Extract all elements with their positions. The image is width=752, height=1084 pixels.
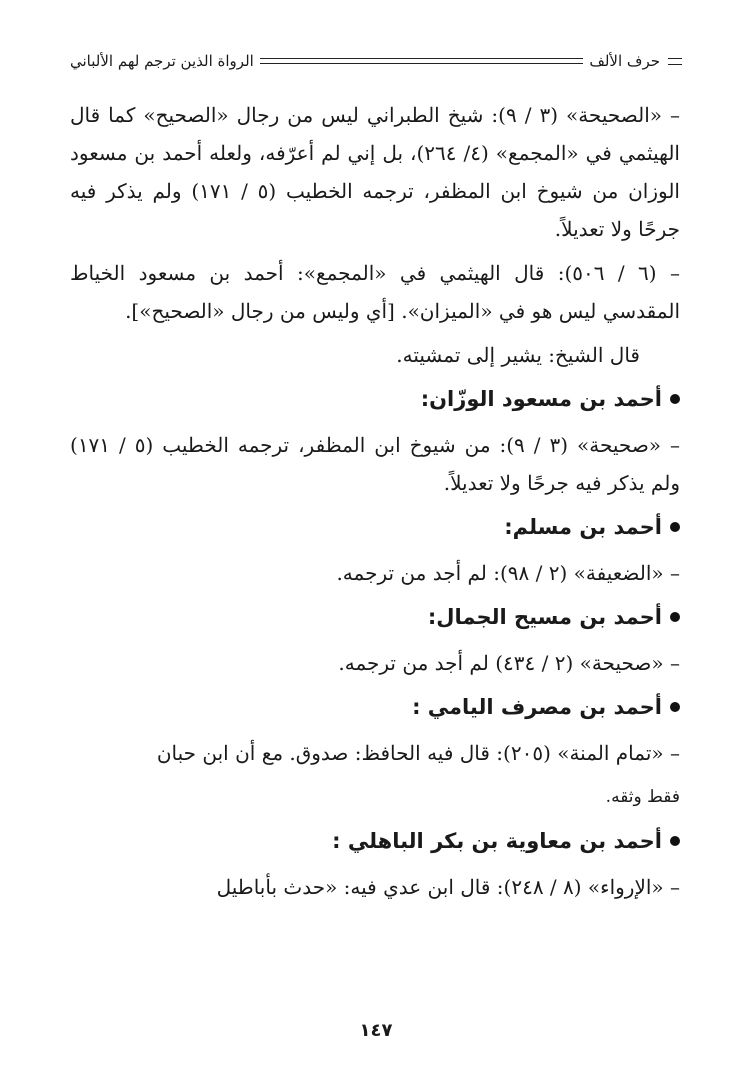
entry-text: – «صحيحة» (٢ / ٤٣٤) لم أجد من ترجمه. — [338, 651, 680, 675]
paragraph: – «الصحيحة» (٣ / ٩): شيخ الطبراني ليس من رجال «الصحيح» كما قال الهيثمي في «المجمع» (٤/ ٢٦٤)، بل إني لم أعرّفه، ولعله أحمد بن مسعود الوزان من شيوخ ابن المظفر، ترجمه الخطيب (٥ / ١٧١) ولم يذكر فيه جرحًا ولا تعديلاً. — [70, 103, 681, 241]
paragraph: – (٦ / ٥٠٦): قال الهيثمي في «المجمع»: أحمد بن مسعود الخياط المقدسي ليس هو في «الميزان». [أي وليس من رجال «الصحيح»]. — [70, 261, 680, 323]
bullet-icon — [670, 394, 680, 404]
bullet-icon — [670, 522, 680, 532]
entry-heading — [70, 598, 680, 636]
entry-text: – «صحيحة» (٣ / ٩): من شيوخ ابن المظفر، ترجمه الخطيب (٥ / ١٧١) ولم يذكر فيه جرحًا ولا تعديلاً. — [70, 433, 681, 495]
bullet-icon — [670, 836, 680, 846]
entry-name: أحمد بن معاوية بن بكر الباهلي : — [332, 829, 662, 853]
bullet-icon — [670, 702, 680, 712]
chapter-title: حرف الألف — [589, 52, 660, 70]
page-number: ١٤٧ — [359, 1020, 393, 1041]
entry-heading — [70, 688, 680, 726]
header-ornament — [668, 58, 682, 65]
running-header — [70, 46, 682, 76]
entry-name: أحمد بن مصرف اليامي : — [412, 695, 662, 719]
bullet-icon — [670, 612, 680, 622]
entry-heading — [70, 380, 680, 418]
entry-text: – «تمام المنة» (٢٠٥): قال فيه الحافظ: صدوق. مع أن ابن حبان — [156, 741, 680, 765]
page-body — [70, 96, 680, 912]
entry-heading — [70, 508, 680, 546]
entry-text: – «الإرواء» (٨ / ٢٤٨): قال ابن عدي فيه: «حدث بأباطيل — [216, 875, 680, 899]
entry-name: أحمد بن مسلم: — [504, 515, 662, 539]
paragraph: قال الشيخ: يشير إلى تمشيته. — [396, 343, 640, 367]
entry-name: أحمد بن مسيح الجمال: — [427, 605, 662, 629]
book-title: الرواة الذين ترجم لهم الألباني — [70, 52, 254, 70]
entry-heading — [70, 822, 680, 860]
header-rule — [260, 58, 584, 64]
entry-name: أحمد بن مسعود الوزّان: — [420, 387, 662, 411]
entry-text-continued: فقط وثقه. — [605, 787, 680, 807]
entry-text: – «الضعيفة» (٢ / ٩٨): لم أجد من ترجمه. — [336, 561, 680, 585]
